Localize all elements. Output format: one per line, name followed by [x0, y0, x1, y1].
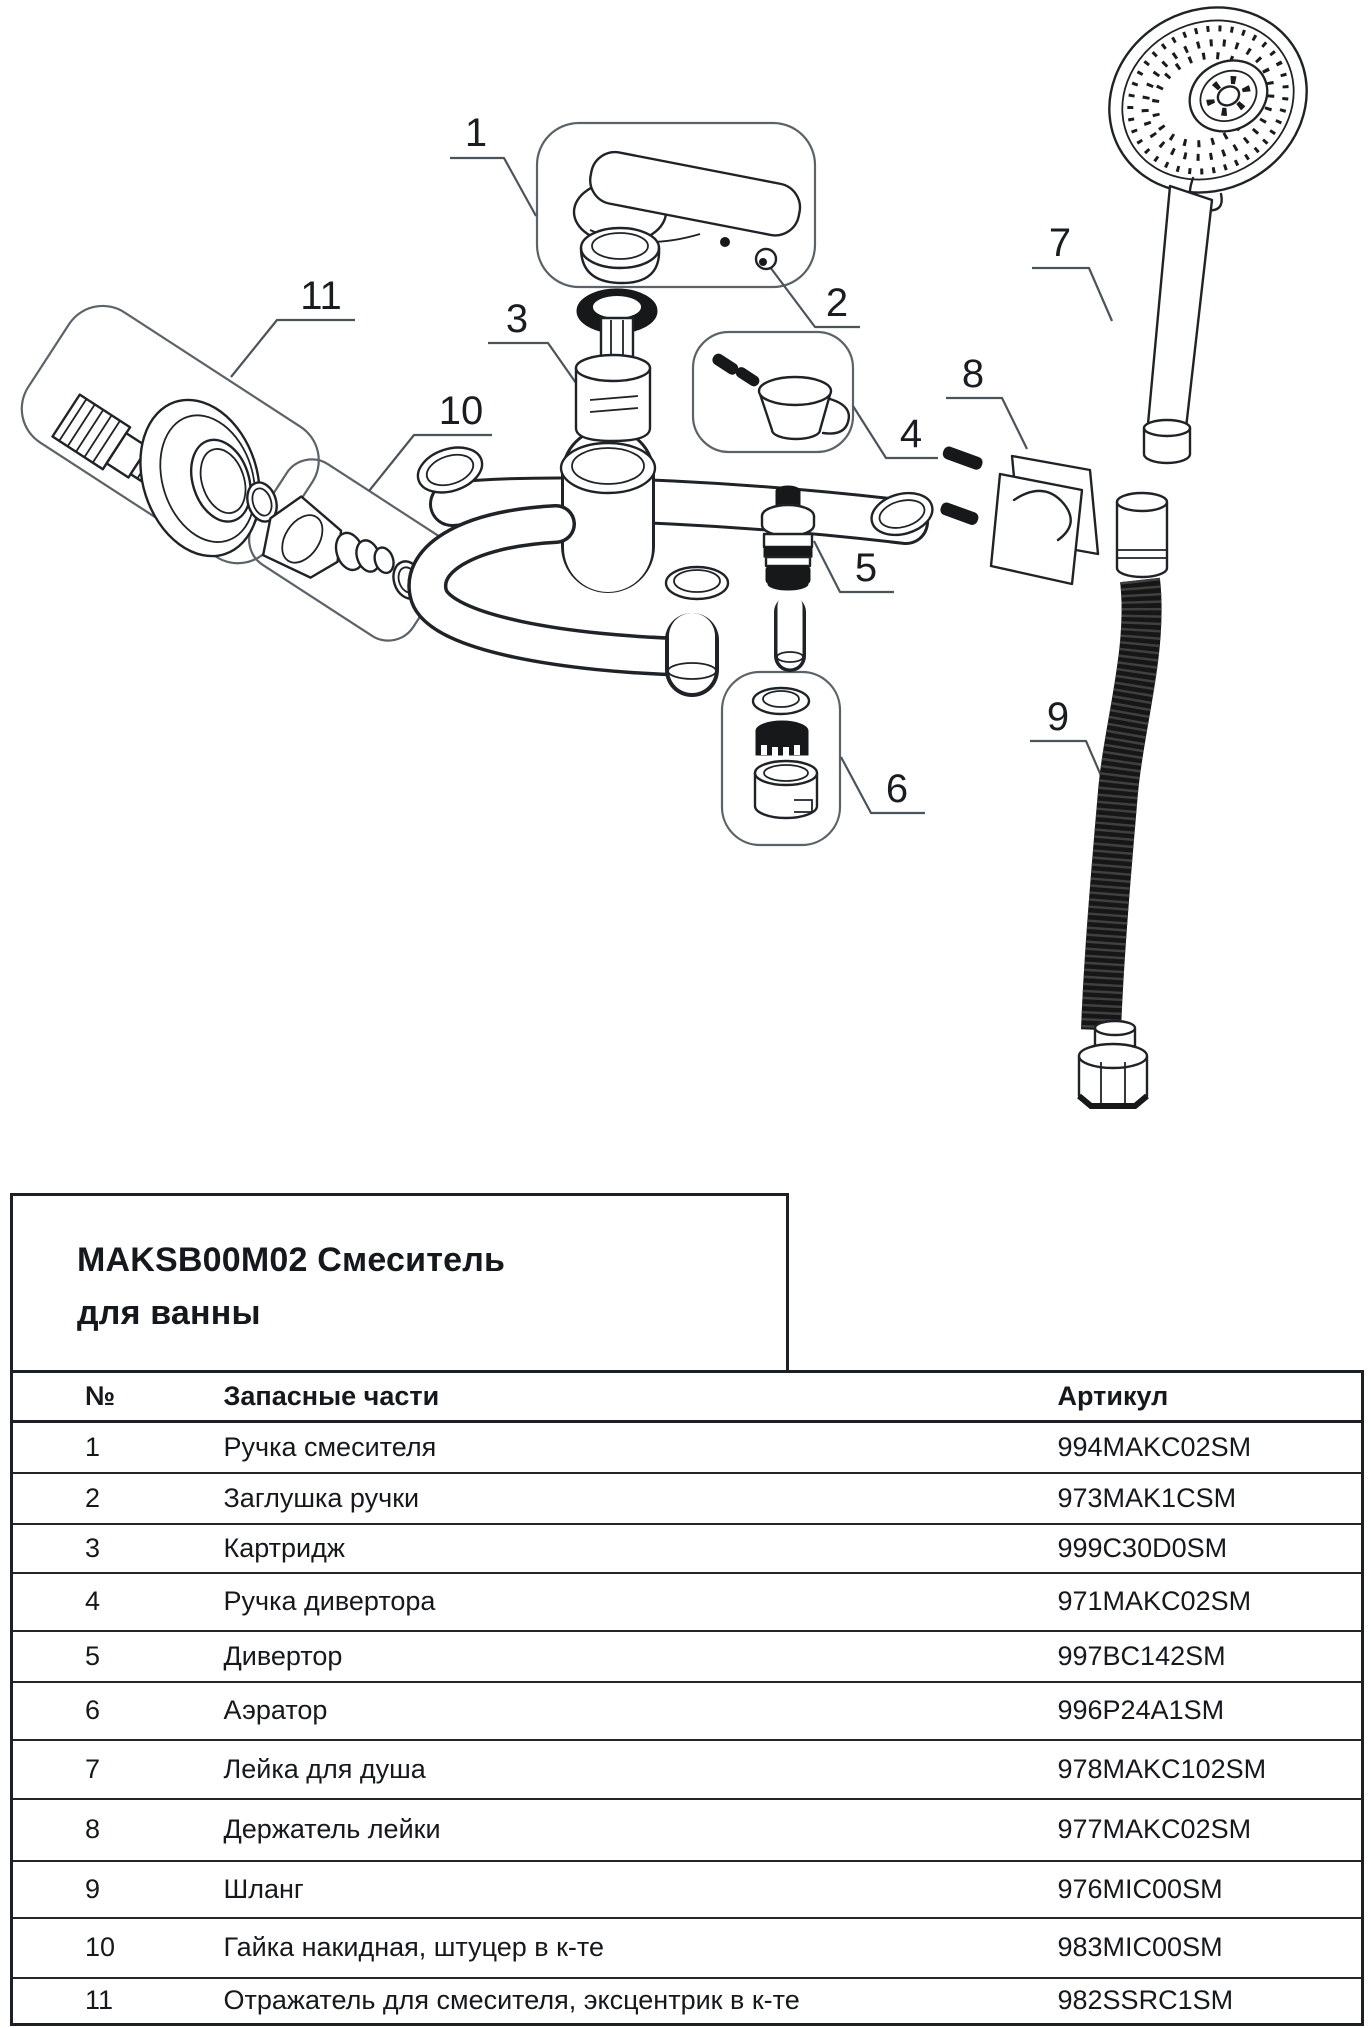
shower-hose: [1079, 493, 1167, 1106]
product-title-box: [10, 1193, 789, 1373]
part-name: Картридж: [223, 1532, 345, 1563]
diverter-handle: [711, 352, 849, 439]
part-number: 7: [85, 1753, 101, 1784]
callout-9: 9: [1046, 695, 1070, 739]
part-name: Аэратор: [223, 1695, 328, 1725]
part-number: 8: [85, 1814, 101, 1844]
part-article: 971MAKC02SM: [1057, 1586, 1252, 1616]
part-number: 3: [85, 1532, 101, 1563]
part-number: 9: [85, 1873, 101, 1904]
part-name: Ручка смесителя: [223, 1431, 437, 1462]
table-row: [12, 1861, 1363, 1918]
part-article: 983MIC00SM: [1057, 1932, 1223, 1962]
part-article: 973MAK1CSM: [1057, 1482, 1237, 1513]
part-number: 2: [85, 1482, 101, 1513]
part-number: 4: [85, 1586, 101, 1616]
part-number: 11: [85, 1985, 114, 2016]
header-name: Запасные части: [223, 1381, 440, 1411]
spare-parts-table: [10, 1370, 1364, 2026]
header-article: Артикул: [1057, 1381, 1169, 1411]
table-row: [12, 1524, 1363, 1573]
cartridge: [576, 289, 657, 441]
part-name: Гайка накидная, штуцер в к-те: [223, 1932, 605, 1962]
table-row: [12, 1573, 1363, 1631]
shower-holder: [939, 446, 1098, 584]
table-row: [12, 1978, 1363, 2025]
aerator: [753, 688, 817, 818]
part-article: 997BC142SM: [1057, 1640, 1226, 1671]
part-article: 978MAKC102SM: [1057, 1753, 1267, 1784]
table-row: [12, 1740, 1363, 1799]
product-title-line2: для ванны: [77, 1294, 261, 1332]
part-name: Заглушка ручки: [223, 1482, 420, 1513]
table-row: [12, 1682, 1363, 1740]
callout-2: 2: [825, 281, 849, 325]
part-article: 982SSRC1SM: [1057, 1985, 1234, 2016]
part-article: 996P24A1SM: [1057, 1695, 1225, 1725]
callout-7: 7: [1048, 221, 1072, 265]
table-row: [12, 1473, 1363, 1524]
callout-3: 3: [505, 297, 529, 341]
part-number: 10: [85, 1932, 116, 1962]
table-row: [12, 1799, 1363, 1861]
callout-4: 4: [899, 412, 923, 456]
callout-11: 11: [300, 274, 342, 318]
callout-10: 10: [438, 389, 484, 433]
part-name: Дивертор: [223, 1640, 343, 1671]
part-number: 6: [85, 1695, 101, 1725]
part-name: Держатель лейки: [223, 1814, 441, 1844]
part-name: Ручка дивертора: [223, 1586, 436, 1616]
callout-8: 8: [961, 352, 985, 396]
part-article: 976MIC00SM: [1057, 1873, 1223, 1904]
part-article: 999C30D0SM: [1057, 1532, 1228, 1563]
table-row: [12, 1422, 1363, 1473]
part-number: 5: [85, 1640, 101, 1671]
table-row: [12, 1631, 1363, 1682]
callout-1: 1: [464, 111, 488, 155]
mixer-handle: [574, 148, 804, 283]
part-number: 1: [85, 1431, 101, 1462]
part-name: Шланг: [223, 1873, 304, 1904]
part-name: Лейка для душа: [223, 1753, 426, 1784]
reflector: [121, 384, 281, 571]
callout-5: 5: [854, 546, 878, 590]
table-header-row: [12, 1372, 1363, 1422]
part-article: 977MAKC02SM: [1057, 1814, 1252, 1844]
part-article: 994MAKC02SM: [1057, 1431, 1252, 1462]
header-number: №: [85, 1381, 116, 1411]
shower-head: [1077, 0, 1340, 463]
product-title-line1: MAKSB00M02 Смеситель: [77, 1241, 506, 1279]
part-name: Отражатель для смесителя, эксцентрик в к-те: [223, 1985, 800, 2016]
callout-6: 6: [885, 767, 909, 811]
table-row: [12, 1918, 1363, 1978]
